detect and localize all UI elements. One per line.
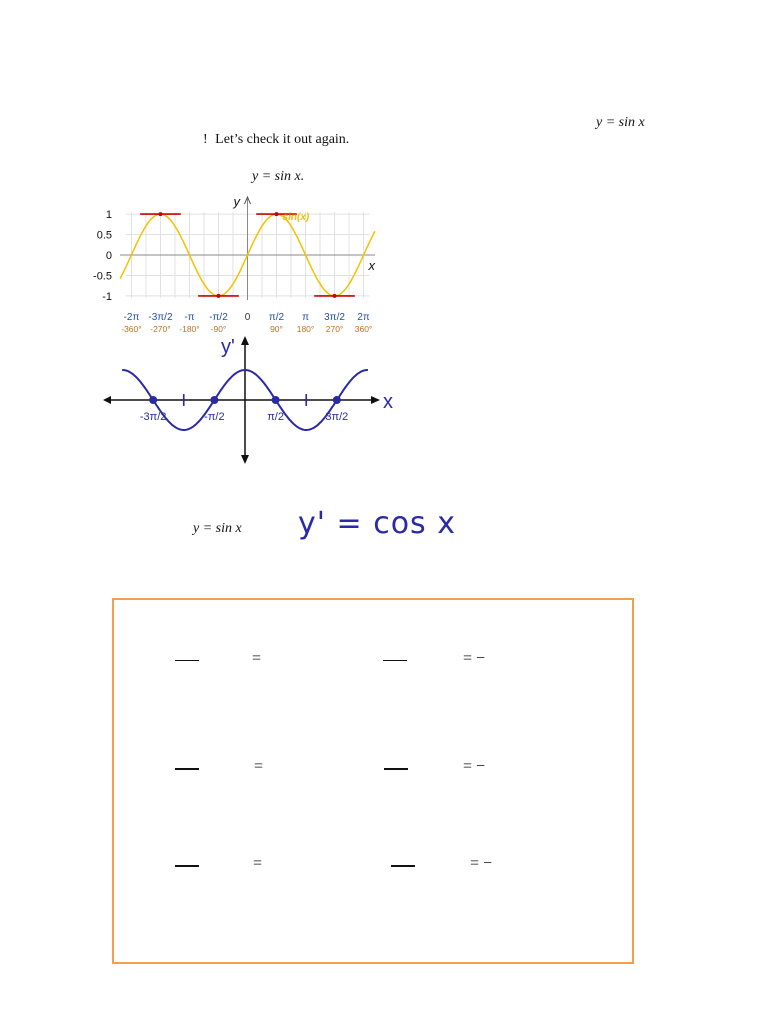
x-tick-degree-label: -180° [179,324,200,334]
x-axis-arrow-right [371,396,380,404]
y-tick-label: 1 [105,209,112,222]
intro-line [203,132,349,148]
x-tick-label: 2π [357,312,370,323]
x-tick-degree-label: -90° [210,324,227,334]
equals-sign: = [252,650,262,667]
zero-point [333,396,341,404]
x-tick-degree-label: 360° [354,324,373,334]
x-tick-label: -π [184,312,195,323]
x-axis-label: x [383,391,393,413]
x-tick-label: 0 [244,312,251,323]
x-tick-label: π [302,312,309,323]
result-left-formula: y = sin x [193,521,242,536]
tangent-point [333,294,337,298]
zero-point [149,396,157,404]
top-right-formula: y = sin x [596,115,645,130]
fraction-bar [384,768,408,770]
intro-prefix: ! [203,132,208,147]
x-tick-label: -π/2 [209,312,228,323]
x-tick-label: π/2 [268,312,285,323]
graph-caption: y = sin x. [252,169,305,184]
x-tick-degree-label: 180° [296,324,315,334]
fraction-bar [175,865,199,867]
sine-axes [120,197,375,300]
zero-label: -π/2 [204,411,225,423]
handwritten-derivative: y' = cos x [298,506,456,541]
x-tick-degree-label: -360° [121,324,142,334]
zero-point [210,396,218,404]
equals-minus: = − [470,855,493,872]
sine-chart [90,190,390,340]
x-tick-degree-label: 270° [325,324,344,334]
equals-sign: = [253,855,263,872]
x-tick-label: -2π [123,312,140,323]
derivative-labels [140,336,393,423]
formula-box [112,598,634,964]
zero-label: -3π/2 [139,411,167,423]
equals-minus: = − [463,758,486,775]
tangent-point [158,212,162,216]
equals-minus: = − [463,650,486,667]
y-tick-label: 0 [105,250,112,262]
tangent-point [275,212,279,216]
zero-point [272,396,280,404]
fraction-bar [391,865,415,867]
zero-label: 3π/2 [325,411,349,423]
y-tick-label: -1 [102,290,112,303]
intro-text: Let’s check it out again. [215,132,350,147]
fraction-bar [383,660,407,661]
x-tick-label: -3π/2 [148,312,173,323]
zero-label: π/2 [267,411,284,423]
sine-labels [93,194,376,334]
y-tick-label: -0.5 [93,270,112,283]
x-tick-degree-label: -270° [150,324,171,334]
derivative-sketch [95,325,405,470]
equals-sign: = [254,758,264,775]
fraction-bar [175,768,199,770]
y-axis-label: y [233,194,240,209]
y-tick-label: 0.5 [96,229,112,242]
y-axis-arrow-down [241,455,249,464]
tangent-point [216,294,220,298]
x-axis-label: x [368,258,376,273]
x-tick-degree-label: 90° [270,324,283,334]
series-label: sin(x) [282,212,310,224]
y-axis-label: y' [221,336,235,358]
y-axis-arrow-up [241,336,249,345]
fraction-bar [175,660,199,661]
x-tick-label: 3π/2 [324,312,345,323]
x-axis-arrow-left [103,396,111,404]
